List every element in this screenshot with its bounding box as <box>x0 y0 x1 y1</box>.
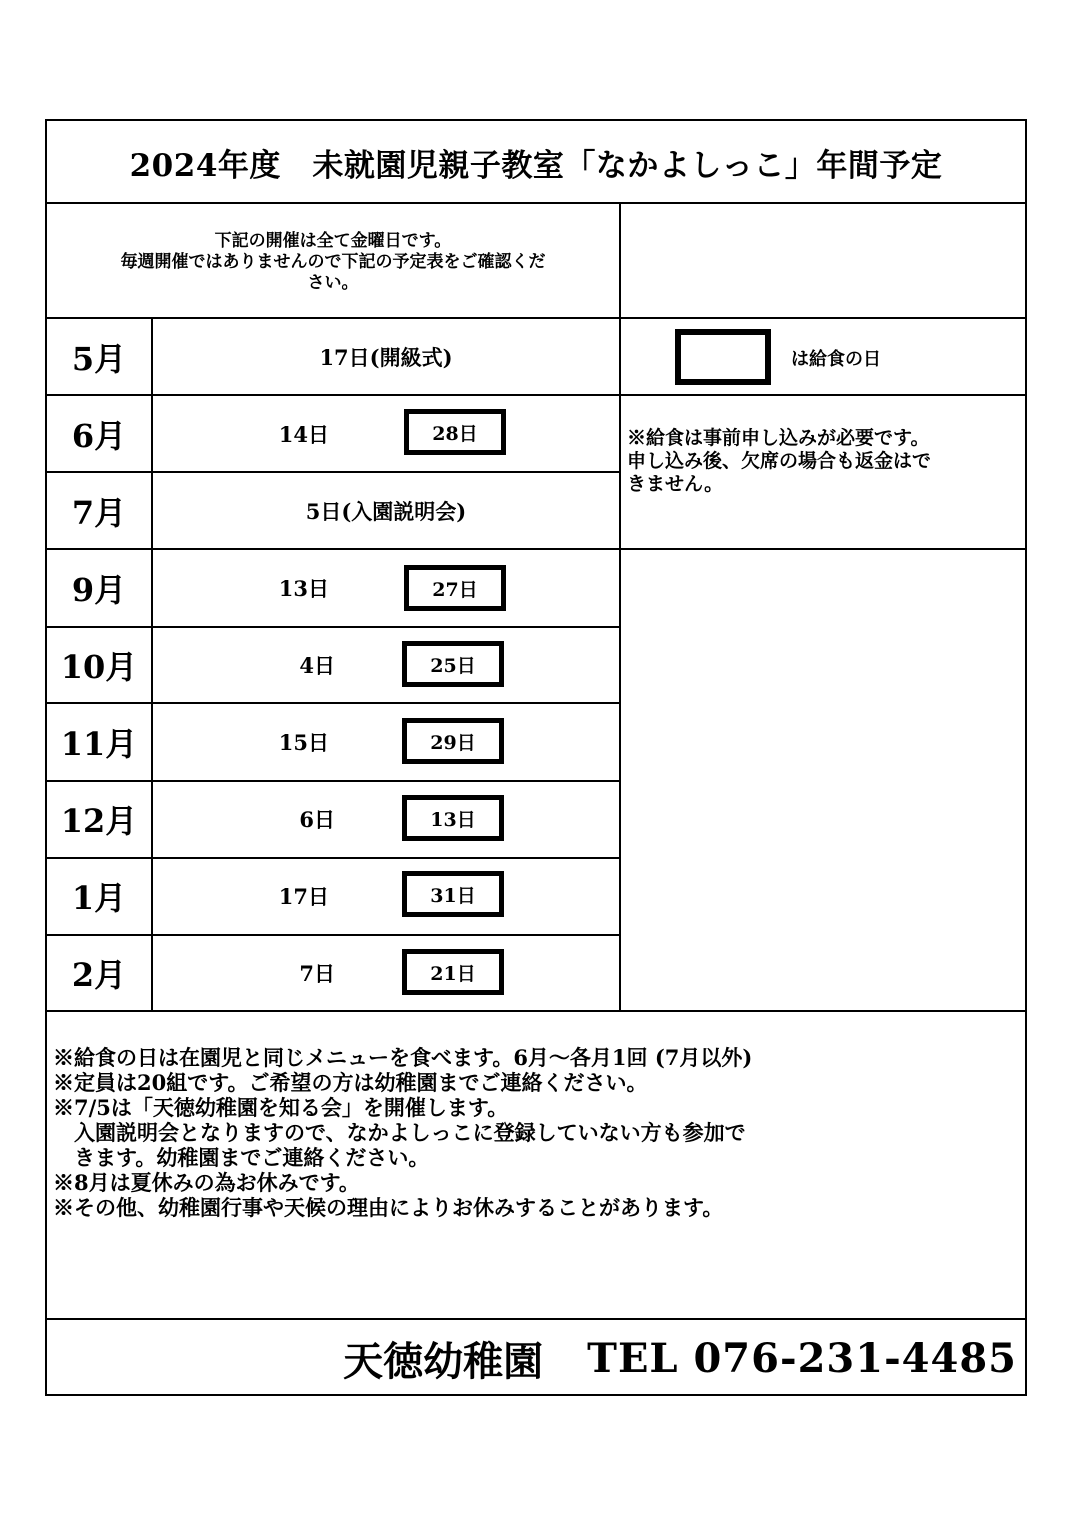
kindergarten-name: 天徳幼稚園 <box>343 1337 544 1385</box>
divider <box>47 1010 1025 1012</box>
lunch-note-line: ※給食は事前申し込みが必要です。 <box>627 427 930 449</box>
intro-line: 下記の開催は全て金曜日です。 <box>214 230 452 251</box>
note-line: ※給食の日は在園児と同じメニューを食べます。6月～各月1回 (7月以外) <box>53 1045 753 1070</box>
phone-number: TEL 076-231-4485 <box>587 1334 1017 1382</box>
lunch-legend-box <box>675 329 771 385</box>
class-day: 15日 <box>278 730 329 755</box>
note-line: ※その他、幼稚園行事や天候の理由によりお休みすることがあります。 <box>53 1195 724 1220</box>
class-day: 5日(入園説明会) <box>305 499 467 524</box>
month-label: 7月 <box>71 494 127 532</box>
divider <box>47 1318 1025 1320</box>
class-day: 17日(開級式) <box>319 345 453 370</box>
lunch-day-badge: 28日 <box>404 409 506 455</box>
lunch-day-badge: 25日 <box>402 641 504 687</box>
page-title: 2024年度 未就園児親子教室「なかよしっこ」年間予定 <box>129 147 943 184</box>
divider <box>47 202 1025 204</box>
note-line: 入園説明会となりますので、なかよしっこに登録していない方も参加で <box>53 1120 746 1145</box>
lunch-day-badge: 27日 <box>404 565 506 611</box>
lunch-day-badge: 21日 <box>402 949 504 995</box>
contact-footer <box>343 1321 1017 1395</box>
lunch-day-badge: 13日 <box>402 795 504 841</box>
month-label: 5月 <box>71 340 127 378</box>
month-label: 6月 <box>71 417 127 455</box>
class-day: 6日 <box>299 807 335 832</box>
note-line: ※定員は20組です。ご希望の方は幼稚園までご連絡ください。 <box>53 1070 648 1095</box>
class-day: 7日 <box>299 961 335 986</box>
notes <box>53 1045 1013 1220</box>
month-label: 2月 <box>71 956 127 994</box>
lunch-note-line: 申し込み後、欠席の場合も返金はで <box>627 450 932 472</box>
class-day: 13日 <box>278 576 329 601</box>
note-line: ※7/5は「天徳幼稚園を知る会」を開催します。 <box>53 1095 509 1120</box>
month-label: 9月 <box>71 571 127 609</box>
intro-line: さい。 <box>307 272 359 293</box>
divider <box>151 317 153 1012</box>
lunch-legend-label: は給食の日 <box>791 349 881 370</box>
lunch-note <box>627 427 1017 496</box>
lunch-day-badge: 29日 <box>402 718 504 764</box>
lunch-day-badge: 31日 <box>402 871 504 917</box>
class-day: 4日 <box>299 653 335 678</box>
month-label: 12月 <box>60 802 138 840</box>
month-label: 11月 <box>60 725 138 763</box>
schedule-sheet <box>45 119 1027 1396</box>
lunch-note-line: きません。 <box>627 473 724 495</box>
note-line: きます。幼稚園までご連絡ください。 <box>53 1145 430 1170</box>
month-label: 1月 <box>71 879 127 917</box>
intro-text <box>47 205 619 319</box>
class-day: 17日 <box>278 884 329 909</box>
month-label: 10月 <box>60 648 138 686</box>
note-line: ※8月は夏休みの為お休みです。 <box>53 1170 360 1195</box>
divider <box>619 202 621 1012</box>
intro-line: 毎週開催ではありませんので下記の予定表をご確認くだ <box>120 251 546 272</box>
class-day: 14日 <box>278 422 329 447</box>
